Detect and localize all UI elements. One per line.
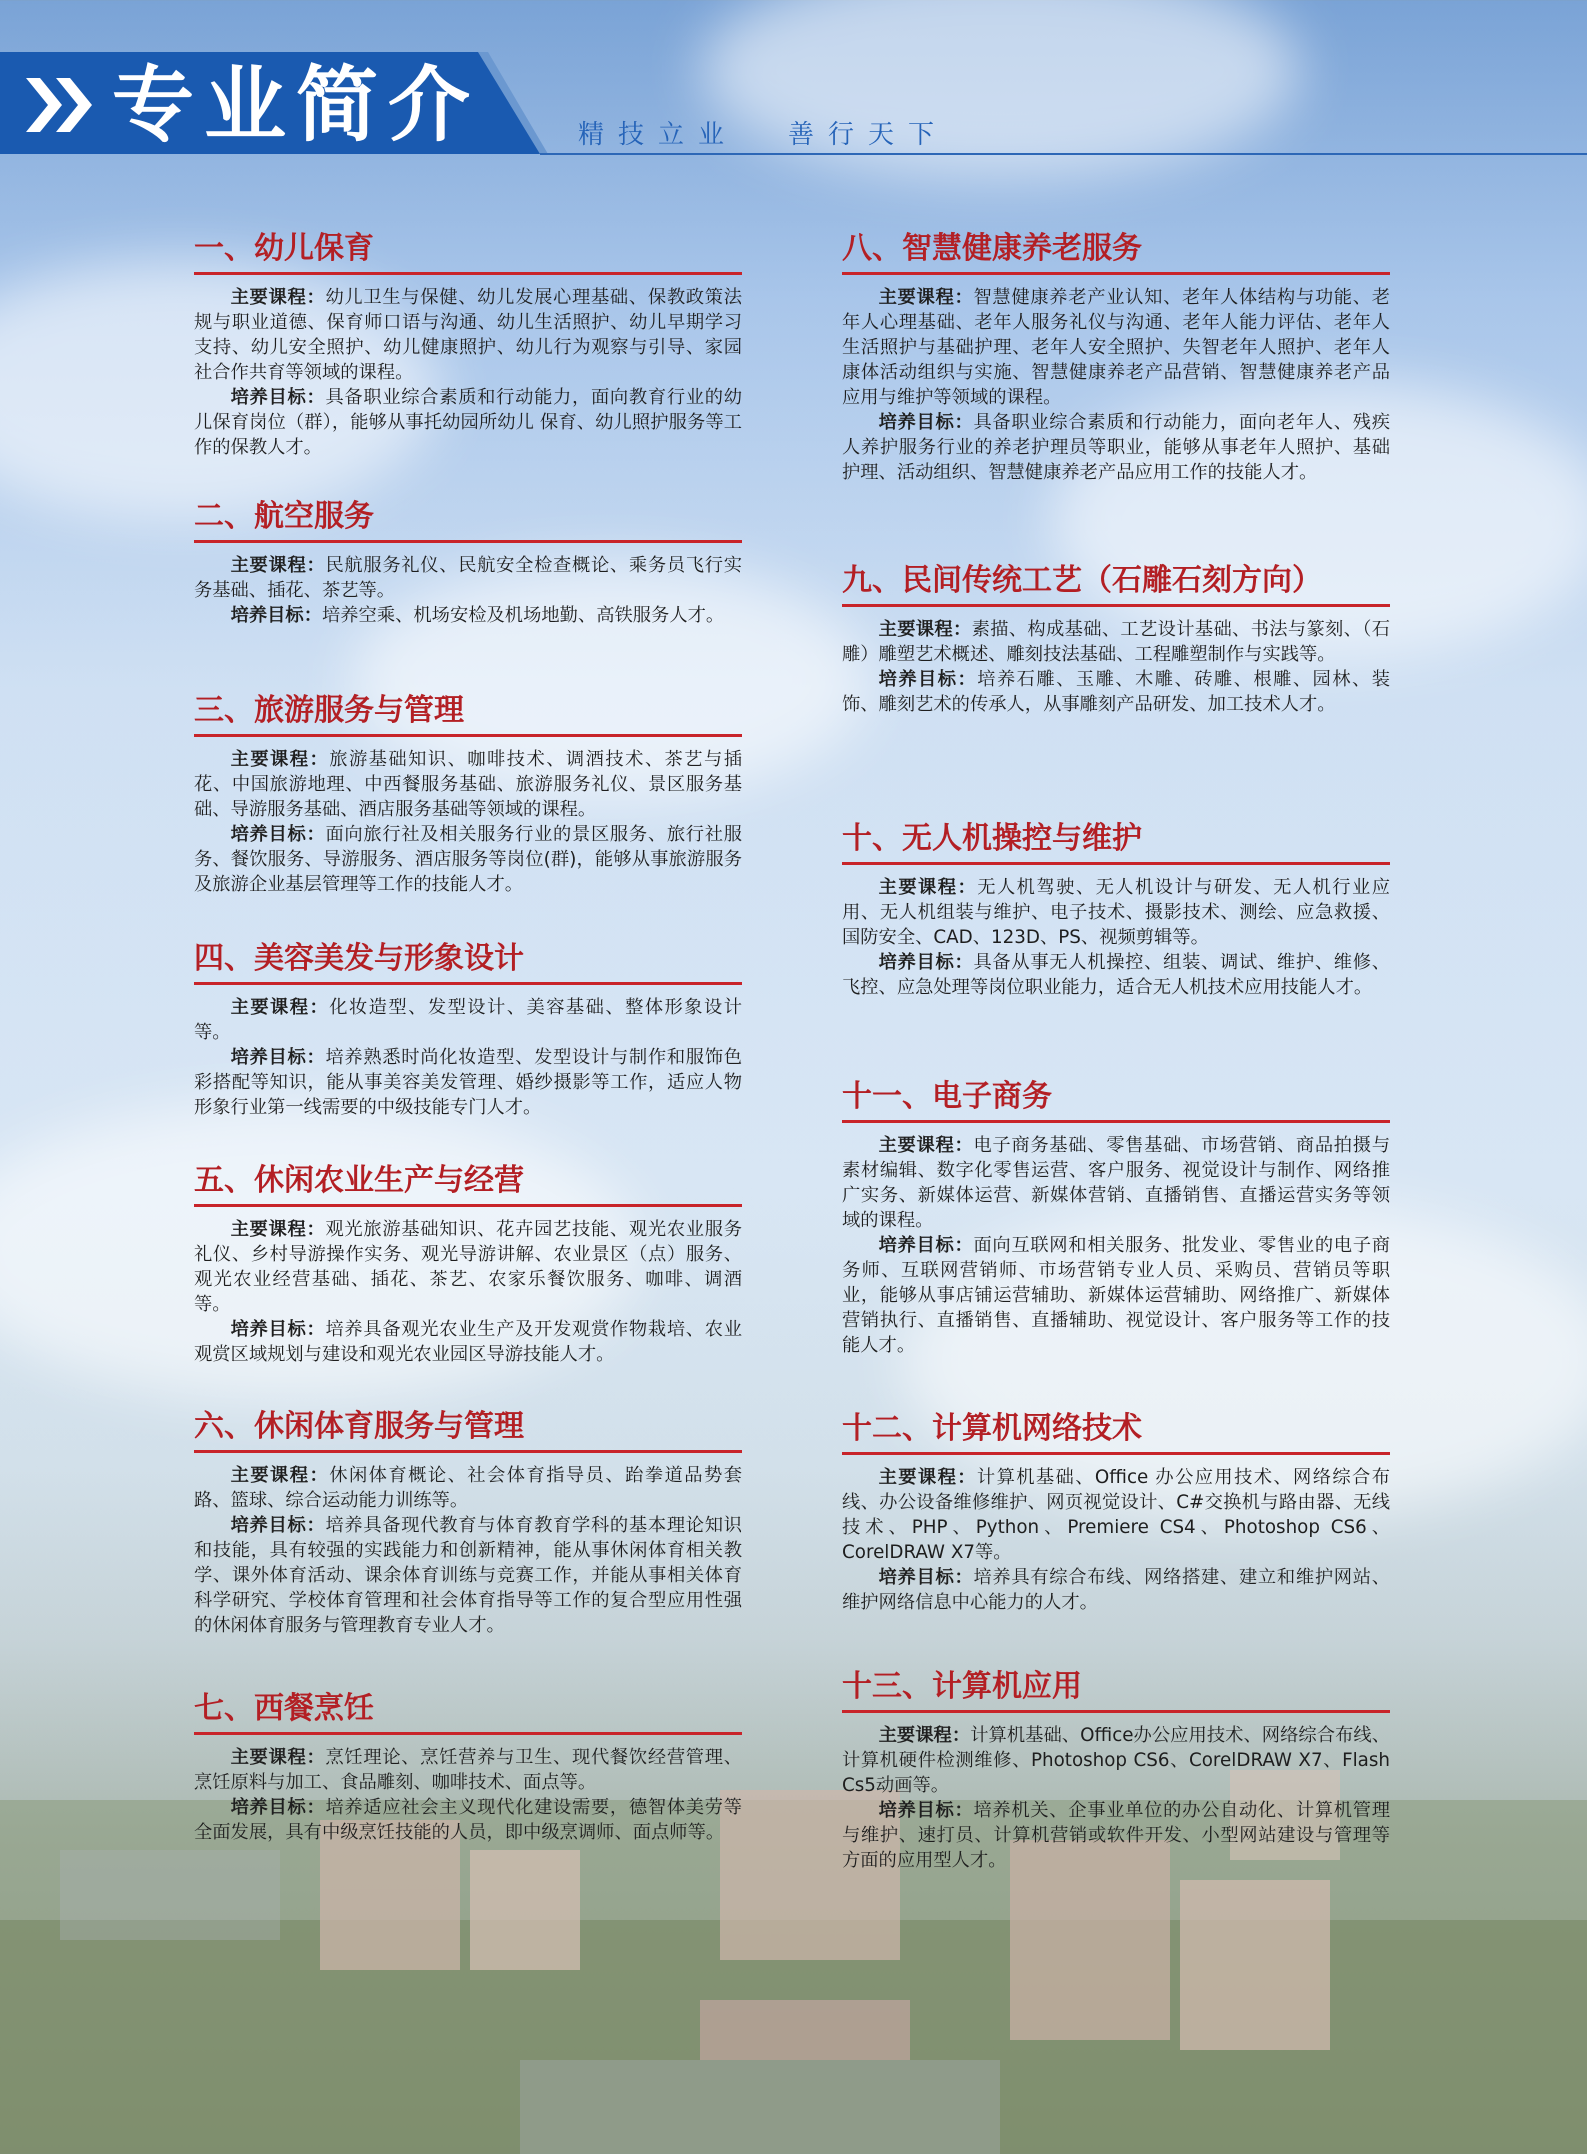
goal-label: 培养目标： <box>878 412 974 433</box>
goal-value: 培养具备现代教育与体育教育学科的基本理论知识和技能，具有较强的实践能力和创新精神，能从事休闲体育相关教学、课外体育活动、课余体育训练与竞赛工作，并能从事相关体育科学研究、学校体育管理和社会体育指导等工作的复合型应用性强的休闲体育服务与管理教育专业人才。 <box>194 1515 743 1636</box>
page-title: 专业简介 <box>112 58 481 153</box>
section-title: 一、幼儿保育 <box>194 228 742 275</box>
courses-value: 幼儿卫生与保健、幼儿发展心理基础、保教政策法规与职业道德、保育师口语与沟通、幼儿生活照护、幼儿早期学习支持、幼儿安全照护、幼儿健康照护、幼儿行为观察与引导、家园社合作共育等领域的课程。 <box>194 287 743 383</box>
section-2 <box>194 496 742 628</box>
courses-text <box>842 1133 1390 1233</box>
courses-text <box>842 1465 1390 1565</box>
goal-label: 培养目标： <box>230 824 326 845</box>
section-6 <box>194 1406 742 1638</box>
courses-value: 电子商务基础、零售基础、市场营销、商品拍摄与素材编辑、数字化零售运营、客户服务、视觉设计与制作、网络推广实务、新媒体运营、新媒体营销、直播销售、直播运营实务等领域的课程。 <box>842 1135 1391 1231</box>
slogan-part: 精技立业 <box>578 120 739 150</box>
double-chevron-icon <box>26 78 100 132</box>
goal-text <box>842 1233 1390 1358</box>
section-title: 十二、计算机网络技术 <box>842 1408 1390 1455</box>
courses-label: 主要课程： <box>878 1135 974 1156</box>
section-10 <box>842 818 1390 1000</box>
goal-text <box>194 603 742 628</box>
courses-label: 主要课程： <box>230 1465 330 1486</box>
courses-value: 烹饪理论、烹饪营养与卫生、现代餐饮经营管理、烹饪原料与加工、食品雕刻、咖啡技术、面点等。 <box>194 1747 743 1793</box>
courses-text <box>194 1217 742 1317</box>
courses-value: 智慧健康养老产业认知、老年人体结构与功能、老年人心理基础、老年人服务礼仪与沟通、老年人能力评估、老年人生活照护与基础护理、老年人安全照护、失智老年人照护、老年人康体活动组织与实施、智慧健康养老产品营销、智慧健康养老产品应用与维护等领域的课程。 <box>842 287 1391 408</box>
courses-text <box>842 285 1390 410</box>
section-title: 七、西餐烹饪 <box>194 1688 742 1735</box>
goal-label: 培养目标： <box>878 1235 974 1256</box>
section-5 <box>194 1160 742 1367</box>
goal-value: 面向旅行社及相关服务行业的景区服务、旅行社服务、餐饮服务、导游服务、酒店服务等岗位(群)，能够从事旅游服务及旅游企业基层管理等工作的技能人才。 <box>194 824 743 895</box>
goal-value: 培养机关、企事业单位的办公自动化、计算机管理与维护、速打员、计算机营销或软件开发、小型网站建设与管理等方面的应用型人才。 <box>842 1800 1391 1871</box>
courses-text <box>194 553 742 603</box>
goal-label: 培养目标： <box>230 1319 326 1340</box>
section-9 <box>842 560 1390 717</box>
goal-label: 培养目标： <box>878 1800 974 1821</box>
courses-label: 主要课程： <box>230 1219 326 1240</box>
courses-value: 计算机基础、Office办公应用技术、网络综合布线、计算机硬件检测维修、Photoshop CS6、CorelDRAW X7、Flash Cs5动画等。 <box>842 1725 1390 1796</box>
courses-label: 主要课程： <box>230 997 330 1018</box>
goal-value: 培养石雕、玉雕、木雕、砖雕、根雕、园林、装饰、雕刻艺术的传承人，从事雕刻产品研发、加工技术人才。 <box>842 669 1390 715</box>
section-title: 六、休闲体育服务与管理 <box>194 1406 742 1453</box>
goal-label: 培养目标： <box>230 1797 326 1818</box>
goal-text <box>842 410 1390 485</box>
goal-text <box>842 1798 1390 1873</box>
section-title: 三、旅游服务与管理 <box>194 690 742 737</box>
section-title: 四、美容美发与形象设计 <box>194 938 742 985</box>
section-7 <box>194 1688 742 1845</box>
section-11 <box>842 1076 1390 1358</box>
slogan-part: 善行天下 <box>788 120 949 150</box>
courses-text <box>194 1463 742 1513</box>
courses-label: 主要课程： <box>878 619 972 640</box>
goal-text <box>194 1513 742 1638</box>
courses-label: 主要课程： <box>878 287 974 308</box>
courses-label: 主要课程： <box>230 1747 326 1768</box>
courses-text <box>194 285 742 385</box>
courses-value: 观光旅游基础知识、花卉园艺技能、观光农业服务礼仪、乡村导游操作实务、观光导游讲解、农业景区（点）服务、观光农业经营基础、插花、茶艺、农家乐餐饮服务、咖啡、调酒等。 <box>194 1219 743 1315</box>
courses-label: 主要课程： <box>230 555 326 576</box>
goal-value: 培养具有综合布线、网络搭建、建立和维护网站、维护网络信息中心能力的人才。 <box>842 1567 1391 1613</box>
goal-text <box>194 1795 742 1845</box>
courses-value: 无人机驾驶、无人机设计与研发、无人机行业应用、无人机组装与维护、电子技术、摄影技术、测绘、应急救援、国防安全、CAD、123D、PS、视频剪辑等。 <box>842 877 1390 948</box>
goal-value: 培养空乘、机场安检及机场地勤、高铁服务人才。 <box>322 605 725 626</box>
courses-label: 主要课程： <box>878 1725 971 1746</box>
section-title: 十、无人机操控与维护 <box>842 818 1390 865</box>
goal-label: 培养目标： <box>230 1515 326 1536</box>
goal-label: 培养目标： <box>878 669 978 690</box>
section-title: 五、休闲农业生产与经营 <box>194 1160 742 1207</box>
courses-value: 化妆造型、发型设计、美容基础、整体形象设计等。 <box>194 997 742 1043</box>
goal-value: 具备从事无人机操控、组装、调试、维护、维修、飞控、应急处理等岗位职业能力，适合无人机技术应用技能人才。 <box>842 952 1391 998</box>
section-1 <box>194 228 742 460</box>
courses-label: 主要课程： <box>878 1467 977 1488</box>
courses-label: 主要课程： <box>230 749 330 770</box>
section-title: 二、航空服务 <box>194 496 742 543</box>
section-title: 九、民间传统工艺（石雕石刻方向） <box>842 560 1390 607</box>
courses-value: 计算机基础、Office 办公应用技术、网络综合布线、办公设备维修维护、网页视觉设计、C#交换机与路由器、无线技术、PHP、Python、Premiere CS4、Photoshop CS6、CorelDRAW X7等。 <box>842 1467 1390 1563</box>
goal-text <box>842 667 1390 717</box>
section-8 <box>842 228 1390 485</box>
goal-text <box>842 1565 1390 1615</box>
goal-value: 培养适应社会主义现代化建设需要，德智体美劳等全面发展，具有中级烹饪技能的人员，即中级烹调师、面点师等。 <box>194 1797 743 1843</box>
section-title: 十一、电子商务 <box>842 1076 1390 1123</box>
courses-text <box>194 747 742 822</box>
courses-label: 主要课程： <box>230 287 326 308</box>
courses-value: 民航服务礼仪、民航安全检查概论、乘务员飞行实务基础、插花、茶艺等。 <box>194 555 743 601</box>
goal-text <box>194 822 742 897</box>
courses-value: 素描、构成基础、工艺设计基础、书法与篆刻、（石雕）雕塑艺术概述、雕刻技法基础、工程雕塑制作与实践等。 <box>842 619 1390 665</box>
slogan <box>578 114 948 151</box>
goal-label: 培养目标： <box>230 605 322 626</box>
courses-text <box>842 875 1390 950</box>
header-divider <box>540 153 1587 155</box>
goal-text <box>194 385 742 460</box>
courses-text <box>194 1745 742 1795</box>
goal-label: 培养目标： <box>230 387 326 408</box>
goal-value: 培养具备观光农业生产及开发观赏作物栽培、农业观赏区域规划与建设和观光农业园区导游技能人才。 <box>194 1319 743 1365</box>
section-title: 八、智慧健康养老服务 <box>842 228 1390 275</box>
goal-value: 具备职业综合素质和行动能力，面向教育行业的幼儿保育岗位（群），能够从事托幼园所幼儿 保育、幼儿照护服务等工作的保教人才。 <box>194 387 743 458</box>
goal-value: 培养熟悉时尚化妆造型、发型设计与制作和服饰色彩搭配等知识，能从事美容美发管理、婚纱摄影等工作，适应人物形象行业第一线需要的中级技能专门人才。 <box>194 1047 743 1118</box>
courses-value: 旅游基础知识、咖啡技术、调酒技术、茶艺与插花、中国旅游地理、中西餐服务基础、旅游服务礼仪、景区服务基础、导游服务基础、酒店服务基础等领域的课程。 <box>194 749 742 820</box>
goal-text <box>842 950 1390 1000</box>
section-12 <box>842 1408 1390 1615</box>
courses-text <box>842 1723 1390 1798</box>
goal-value: 具备职业综合素质和行动能力，面向老年人、残疾人养护服务行业的养老护理员等职业，能够从事老年人照护、基础护理、活动组织、智慧健康养老产品应用工作的技能人才。 <box>842 412 1391 483</box>
goal-value: 面向互联网和相关服务、批发业、零售业的电子商务师、互联网营销师、市场营销专业人员、采购员、营销员等职业，能够从事店铺运营辅助、新媒体运营辅助、网络推广、新媒体营销执行、直播销售、直播辅助、视觉设计、客户服务等工作的技能人才。 <box>842 1235 1391 1356</box>
section-title: 十三、计算机应用 <box>842 1666 1390 1713</box>
section-13 <box>842 1666 1390 1873</box>
goal-text <box>194 1317 742 1367</box>
courses-text <box>194 995 742 1045</box>
courses-value: 休闲体育概论、社会体育指导员、跆拳道品势套路、篮球、综合运动能力训练等。 <box>194 1465 742 1511</box>
goal-label: 培养目标： <box>878 952 974 973</box>
goal-label: 培养目标： <box>230 1047 326 1068</box>
courses-text <box>842 617 1390 667</box>
courses-label: 主要课程： <box>878 877 978 898</box>
goal-text <box>194 1045 742 1120</box>
section-4 <box>194 938 742 1120</box>
goal-label: 培养目标： <box>878 1567 974 1588</box>
section-3 <box>194 690 742 897</box>
